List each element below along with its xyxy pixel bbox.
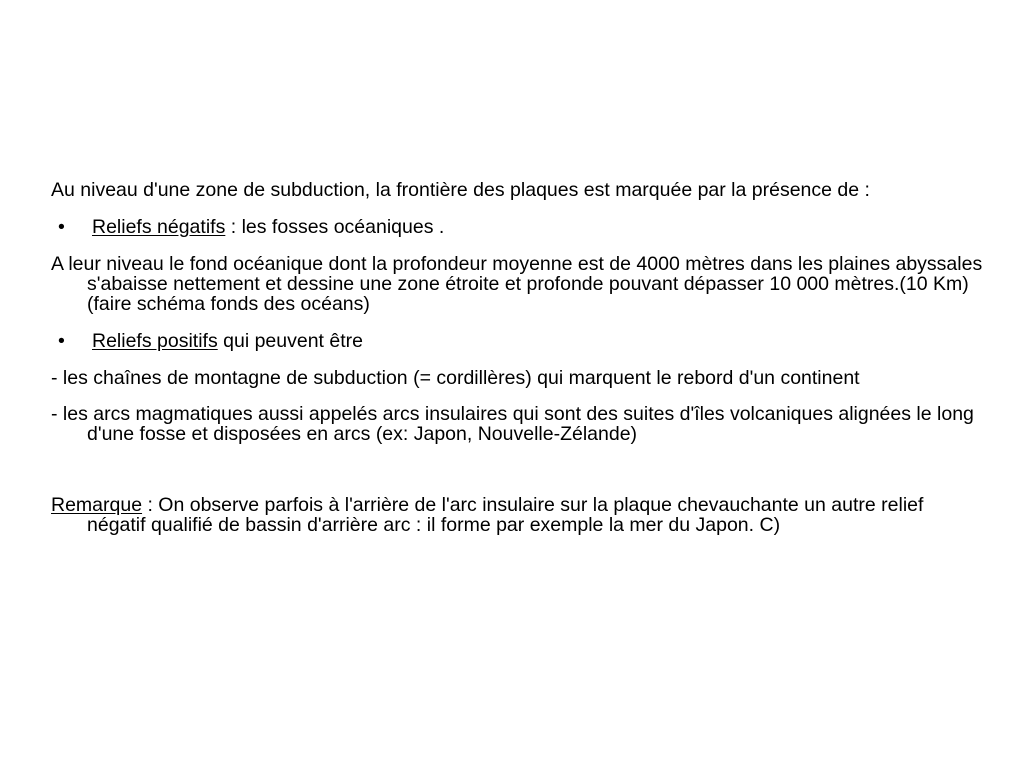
bullet-icon: •: [58, 216, 65, 238]
positive-reliefs-text: qui peuvent être: [217, 330, 363, 352]
remark-label: Remarque: [51, 494, 143, 516]
bullet-negative-reliefs: [51, 217, 986, 237]
bullet-positive-reliefs: [51, 331, 986, 351]
intro-paragraph: Au niveau d'une zone de subduction, la frontière des plaques est marquée par la présence de :: [51, 179, 870, 201]
negative-reliefs-term: Reliefs négatifs: [92, 216, 226, 238]
remark-text: : On observe parfois à l'arrière de l'arc insulaire sur la plaque chevauchante un autre relief négatif qualifié de bassin d'arrière arc : il forme par exemple la mer du Japon. C): [87, 494, 924, 536]
island-arcs-paragraph: - les arcs magmatiques aussi appelés arcs insulaires qui sont des suites d'îles volcaniques alignées le long d'une fosse et disposées en arcs (ex: Japon, Nouvelle-Zélande): [51, 403, 974, 445]
cordilleras-paragraph: - les chaînes de montagne de subduction (= cordillères) qui marquent le rebord d'un continent: [51, 367, 860, 389]
negative-reliefs-text: : les fosses océaniques .: [225, 216, 445, 238]
bullet-icon: •: [58, 330, 65, 352]
slide-body: [51, 180, 986, 535]
remark-paragraph: [51, 495, 986, 535]
positive-reliefs-term: Reliefs positifs: [92, 330, 218, 352]
ocean-floor-paragraph: A leur niveau le fond océanique dont la profondeur moyenne est de 4000 mètres dans les plaines abyssales s'abaisse nettement et dessine une zone étroite et profonde pouvant dépasser 10 000 mètres.(10 Km) (faire schéma fonds des océans): [51, 253, 983, 315]
